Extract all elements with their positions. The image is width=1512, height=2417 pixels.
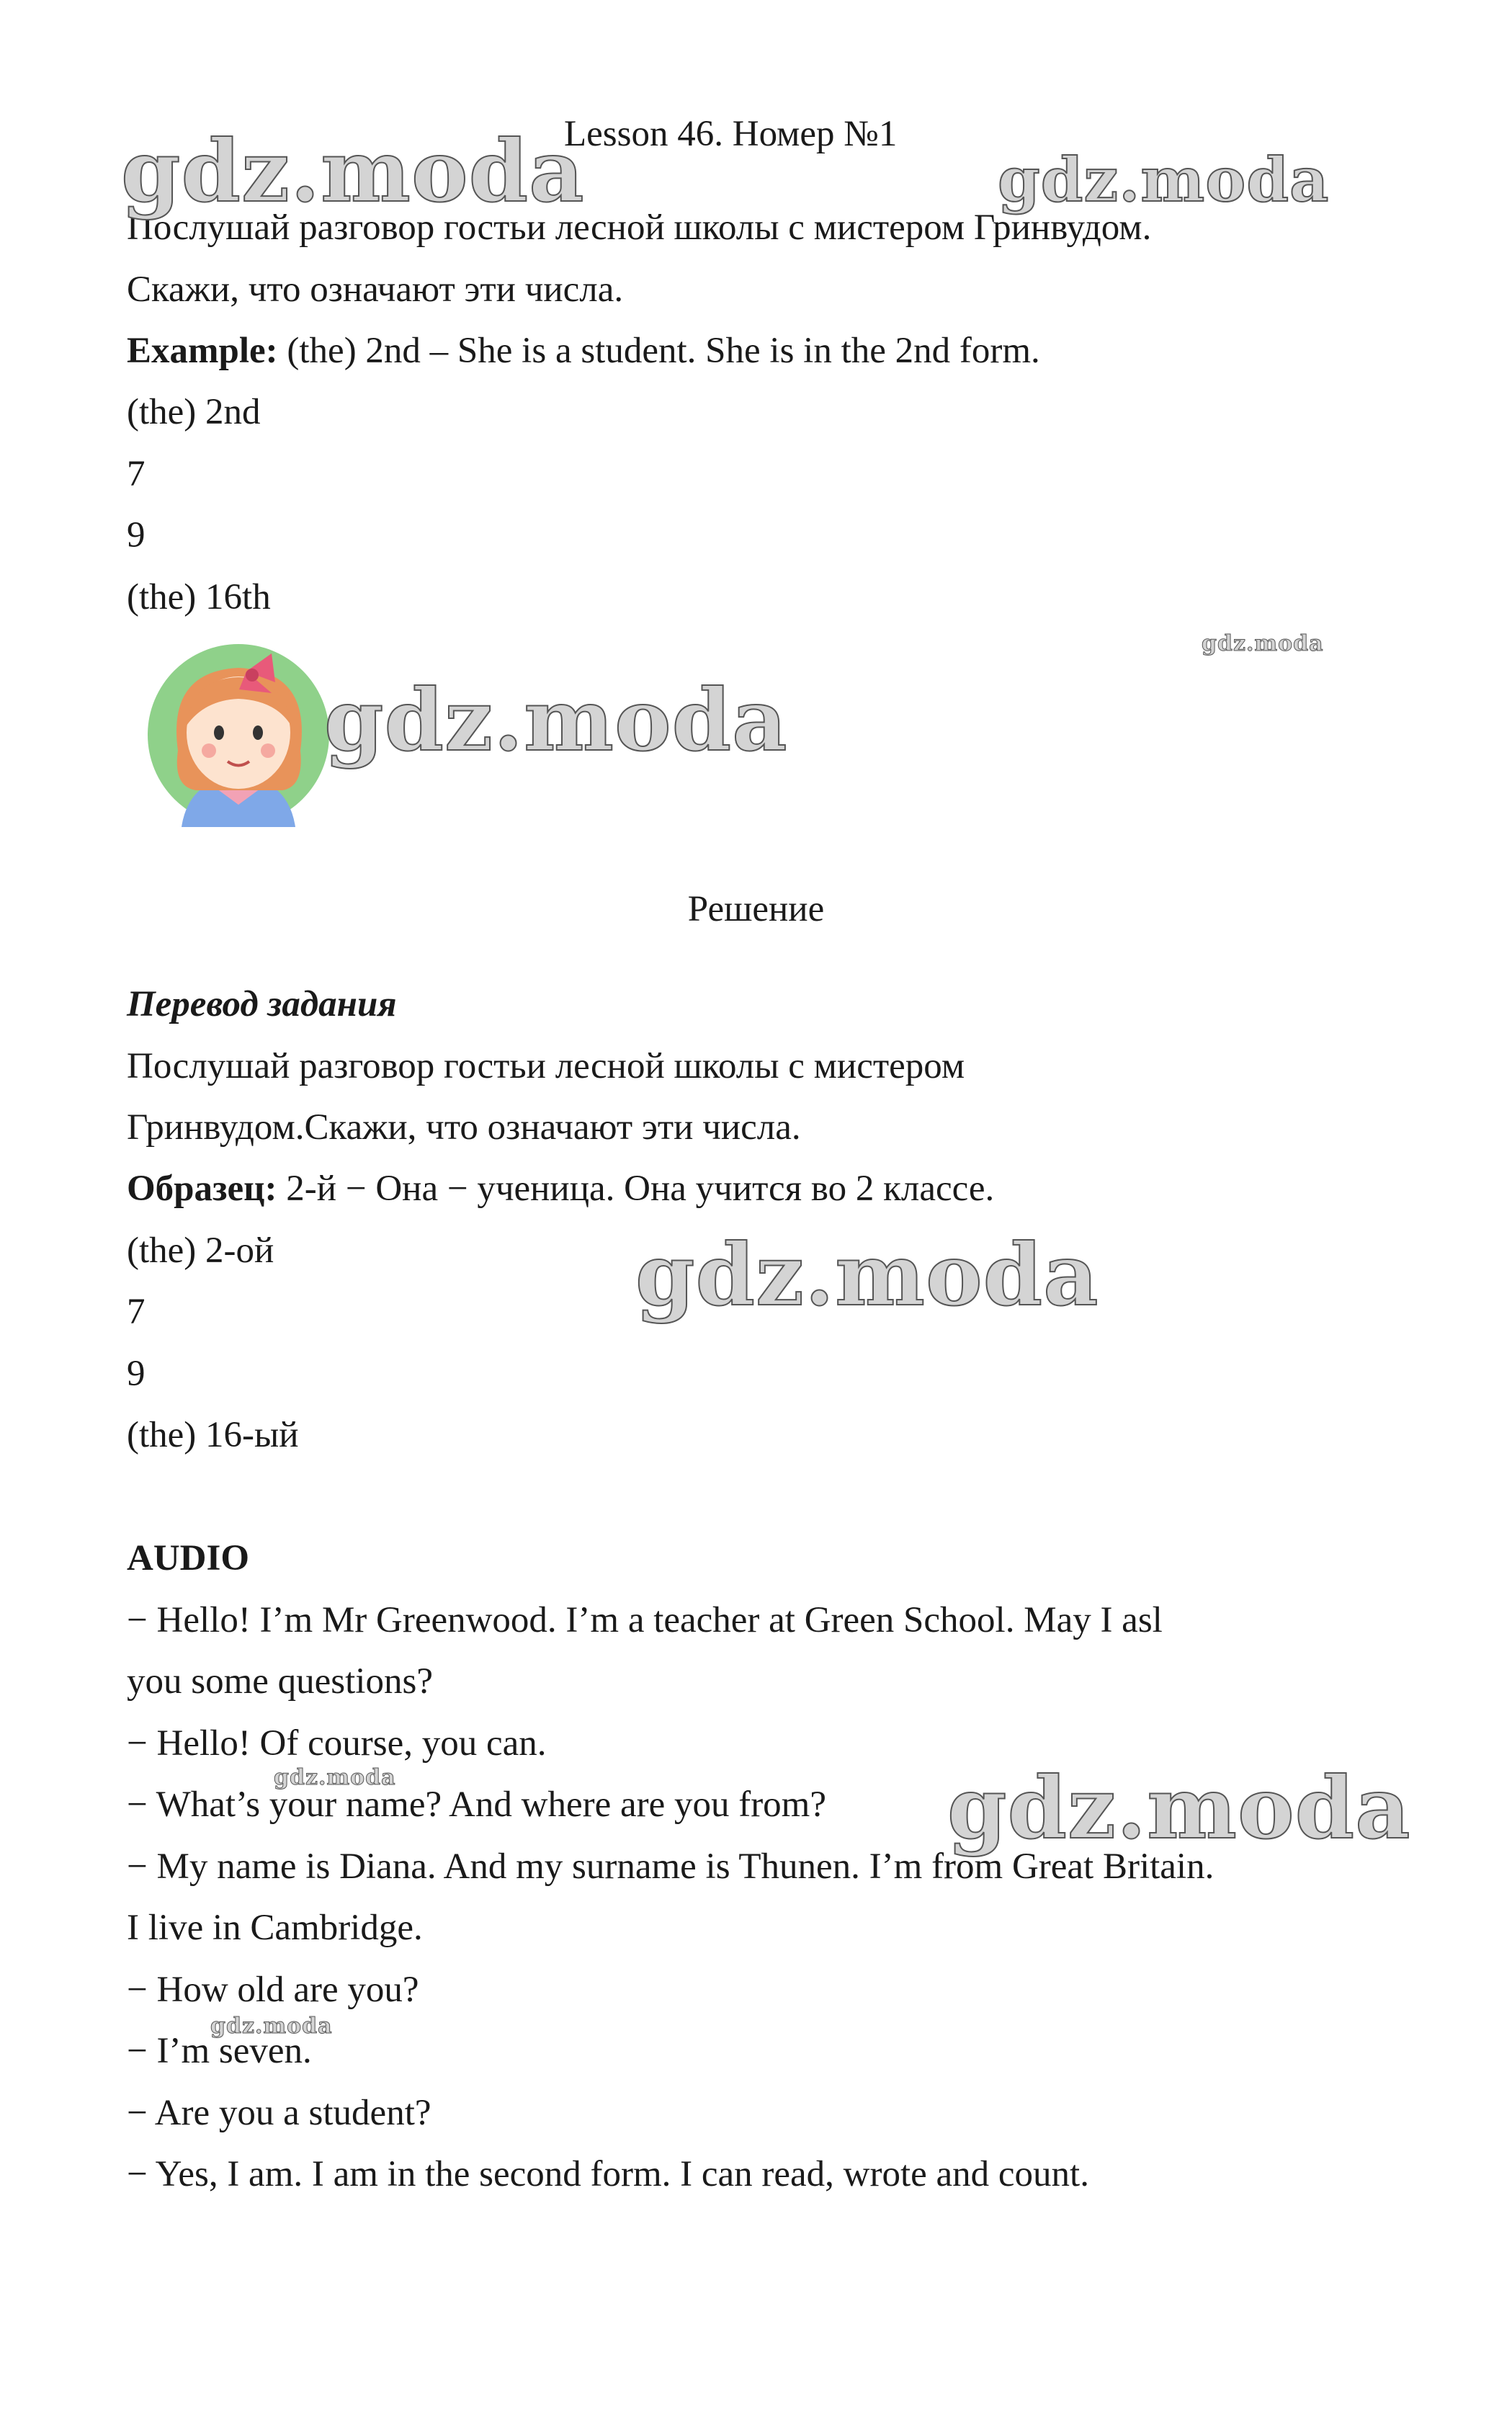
audio-line: − Hello! Of course, you can.	[127, 1723, 547, 1764]
translation-line-2: Гринвудом.Скажи, что означают эти числа.	[127, 1107, 801, 1148]
task-example	[127, 329, 1040, 372]
example-label: Example:	[127, 331, 278, 371]
watermark: gdz.moda	[274, 1765, 396, 1790]
watermark: gdz.moda	[1202, 631, 1324, 656]
watermark: gdz.moda	[947, 1758, 1411, 1858]
translation-item: 7	[127, 1292, 146, 1332]
audio-line: − Yes, I am. I am in the second form. I can read, wrote and count.	[127, 2154, 1089, 2194]
translation-item: (the) 16-ый	[127, 1415, 299, 1455]
task-item: (the) 16th	[127, 577, 271, 617]
lesson-title: Lesson 46. Номер №1	[564, 114, 898, 154]
translation-heading: Перевод задания	[127, 984, 397, 1024]
audio-line: − How old are you?	[127, 1970, 419, 2010]
audio-line: − Are you a student?	[127, 2093, 431, 2133]
solution-heading: Решение	[687, 889, 825, 929]
task-item: 9	[127, 515, 146, 555]
task-instruction-line-2: Скажи, что означают эти числа.	[127, 269, 624, 310]
watermark: gdz.moda	[998, 144, 1330, 215]
task-item: (the) 2nd	[127, 392, 261, 432]
watermark: gdz.moda	[121, 121, 585, 221]
translation-sample	[127, 1167, 994, 1210]
translation-line-1: Послушай разговор гостьи лесной школы с мистером	[127, 1046, 965, 1086]
sample-text: 2-й − Она − ученица. Она учится во 2 классе.	[277, 1169, 995, 1209]
audio-line: − What’s your name? And where are you from?	[127, 1784, 826, 1825]
audio-heading: AUDIO	[127, 1538, 250, 1578]
audio-line: you some questions?	[127, 1661, 433, 1702]
watermark: gdz.moda	[210, 2014, 333, 2039]
translation-item: 9	[127, 1354, 146, 1394]
sample-label: Образец:	[127, 1169, 277, 1209]
task-item: 7	[127, 454, 146, 494]
audio-line: − Hello! I’m Mr Greenwood. I’m a teacher at Green School. May I asl	[127, 1600, 1163, 1640]
audio-line: − My name is Diana. And my surname is Thunen. I’m from Great Britain.	[127, 1846, 1214, 1887]
girl-avatar-icon	[138, 643, 339, 827]
audio-line: I live in Cambridge.	[127, 1908, 423, 1948]
watermark: gdz.moda	[635, 1225, 1099, 1325]
example-text: (the) 2nd – She is a student. She is in the 2nd form.	[277, 331, 1040, 371]
watermark: gdz.moda	[324, 670, 788, 770]
audio-line: − I’m seven.	[127, 2031, 312, 2071]
task-instruction-line-1: Послушай разговор гостьи лесной школы с мистером Гринвудом.	[127, 207, 1152, 248]
translation-item: (the) 2-ой	[127, 1230, 274, 1271]
